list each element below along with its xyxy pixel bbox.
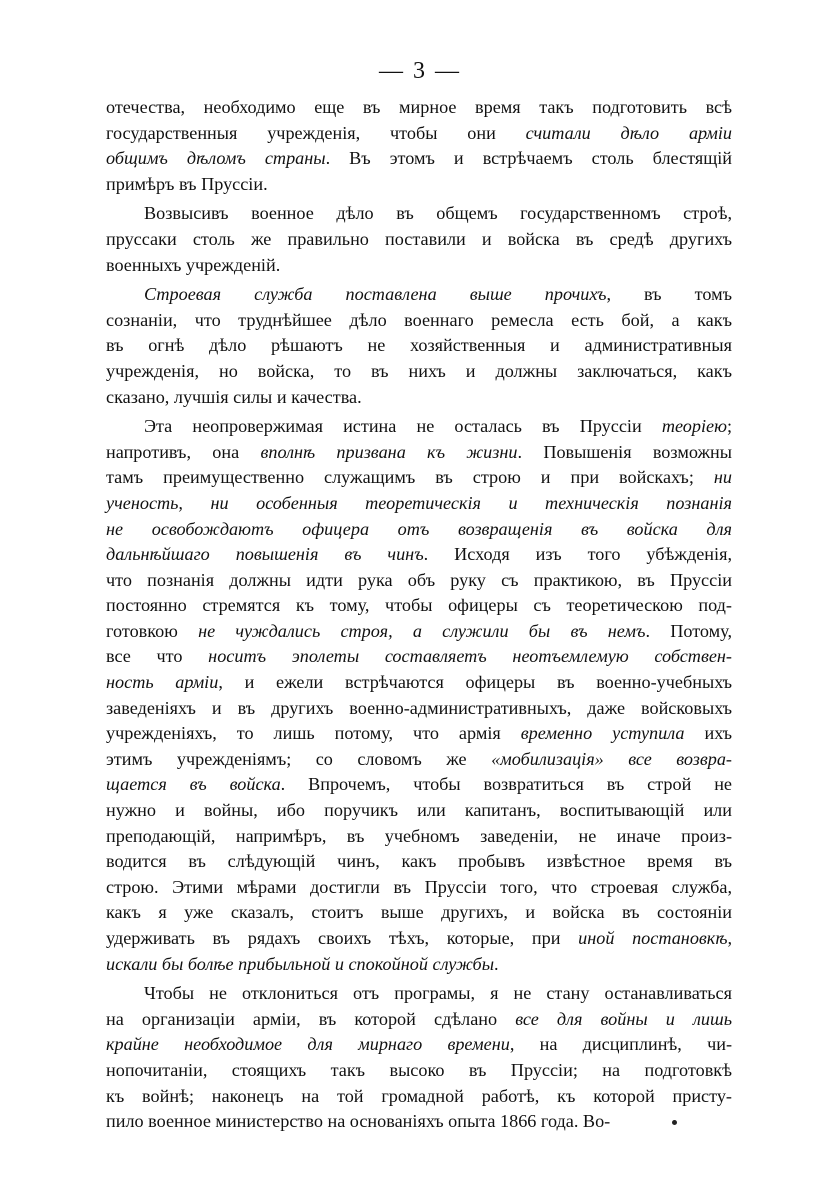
italic-text-run: все для войны и лишь [515,1008,732,1029]
italic-text-run: щается въ войска [106,774,281,795]
text-run: Возвысивъ военное дѣло въ общемъ государственномъ строѣ, [144,203,732,224]
text-run: постоянно стремятся къ тому, чтобы офицеры съ теоретическою под- [106,595,732,616]
text-line [106,308,732,334]
italic-text-run: общимъ дѣломъ страны [106,148,326,169]
text-run: , на дисциплинѣ, чи- [509,1034,733,1055]
text-run: примѣръ въ Пруссіи. [106,173,268,194]
text-line [106,542,732,568]
italic-text-run: «мобилизація» все возвра- [491,748,732,769]
text-run: на организаціи арміи, въ которой сдѣлано [106,1008,516,1029]
text-line [106,1109,732,1135]
text-run: . Повышенія возможны [517,441,732,462]
text-line [106,1032,732,1058]
text-line [106,333,732,359]
text-run: учрежденіяхъ, то лишь потому, что армія [106,723,521,744]
text-run: , въ томъ [606,284,732,305]
text-line [106,824,732,850]
text-run: . Потому, [645,620,732,641]
text-run: Эта неопровержимая истина не осталась въ Пруссіи [144,416,662,437]
text-line [106,900,732,926]
text-run: къ войнѣ; наконецъ на той громадной работѣ, къ которой присту- [106,1085,732,1106]
text-line [106,926,732,952]
italic-text-run: не чуждались строя, а служили бы въ немъ [198,620,646,641]
text-line [106,670,732,696]
text-line [106,201,732,227]
text-line [106,747,732,773]
text-run: водится въ слѣдующій чинъ, какъ пробывъ извѣстное время въ [106,851,732,872]
italic-text-run: дальнѣйшаго повышенія въ чинъ [106,544,424,565]
text-run: ; [726,416,732,437]
italic-text-run: Строевая служба поставлена выше прочихъ [144,284,607,305]
text-line [106,172,732,198]
text-line [106,282,732,308]
text-line [106,1058,732,1084]
text-line [106,1084,732,1110]
italic-text-run: иной постановкѣ, [578,928,732,948]
italic-text-run: искали бы болѣе прибыльной и спокойной службы [106,953,495,974]
text-line [106,696,732,722]
text-run: удерживать въ рядахъ своихъ тѣхъ, которые, при [106,928,579,948]
text-run: что познанія должны идти рука объ руку съ практикою, въ Пруссіи [106,569,732,590]
italic-text-run: ни [713,467,732,488]
text-run: сознаніи, что труднѣйшее дѣло военнаго ремесла есть бой, а какъ [106,309,732,330]
text-run: заведеніяхъ и въ другихъ военно-административныхъ, даже войсковыхъ [106,697,732,718]
italic-text-run: теоріею [661,416,727,437]
text-line [106,1007,732,1033]
italic-text-run: считали дѣло арміи [525,122,732,143]
text-line [106,385,732,411]
italic-text-run: не освобождаютъ офицера отъ возвращенія въ войска для [106,518,732,539]
text-line [106,146,732,172]
text-run: . Впрочемъ, чтобы возвратиться въ строй не [280,774,732,795]
text-line [106,593,732,619]
italic-text-run: ность арміи [106,672,219,693]
text-line [106,121,732,147]
text-line [106,772,732,798]
text-run: сказано, лучшія силы и качества. [106,386,362,407]
text-line [106,568,732,594]
italic-text-run: вполнѣ призвана къ жизни [260,441,518,462]
text-run: , и ежели встрѣчаются офицеры въ военно-учебныхъ [218,672,732,693]
text-line [106,721,732,747]
text-run: военныхъ учрежденій. [106,254,281,275]
ink-speck-mark [672,1120,677,1125]
text-line [106,227,732,253]
italic-text-run: крайне необходимое для мирнаго времени [106,1034,510,1055]
text-run: готовкою [106,620,199,641]
text-run: нопочитаніи, стоящихъ такъ высоко въ Пруссіи; на подготовкѣ [106,1059,732,1080]
text-run: въ огнѣ дѣло рѣшаютъ не хозяйственныя и административныя [106,335,732,356]
text-line [106,491,732,517]
text-line [106,359,732,385]
text-line [106,253,732,279]
text-line [106,95,732,121]
text-run: преподающій, напримѣръ, въ учебномъ заведеніи, не иначе произ- [106,825,732,846]
text-line [106,465,732,491]
text-line [106,644,732,670]
text-run: отечества, необходимо еще въ мирное время такъ подготовить всѣ [106,97,732,117]
text-run: строю. Этими мѣрами достигли въ Пруссіи того, что строевая служба, [106,876,732,897]
text-run: Чтобы не отклониться отъ програмы, я не стану останавливаться [144,983,732,1004]
text-line [106,798,732,824]
italic-text-run: временно уступила [520,723,685,744]
text-run: государственныя учрежденія, чтобы они [106,122,526,143]
text-run: напротивъ, она [106,441,261,462]
body-text [106,95,732,1135]
text-run: нужно и войны, ибо поручикъ или капитанъ, воспитывающій или [106,800,732,821]
text-run: тамъ преимущественно служащимъ въ строю и при войскахъ; [106,467,714,488]
text-line [106,414,732,440]
text-line [106,517,732,543]
text-run: ихъ [684,723,733,744]
text-line [106,875,732,901]
italic-text-run: ученость, ни особенныя теоретическія и техническія познанія [106,492,732,513]
text-line [106,981,732,1007]
text-run: все что [106,646,209,667]
page-number: — 3 — [379,58,461,84]
italic-text-run: носитъ эполеты составляетъ неотъемлемую собствен- [208,646,732,667]
text-run: . Въ этомъ и встрѣчаемъ столь блестящій [325,148,732,169]
text-line [106,952,732,978]
text-line [106,440,732,466]
text-line [106,849,732,875]
text-run: этимъ учрежденіямъ; со словомъ же [106,748,492,769]
text-line [106,619,732,645]
text-run: пило военное министерство на основаніяхъ опыта 1866 года. Во- [106,1111,611,1132]
text-run: пруссаки столь же правильно поставили и войска въ средѣ другихъ [106,228,732,249]
text-run: . [494,953,499,974]
text-run: . Исходя изъ того убѣжденія, [423,544,732,565]
text-run: учрежденія, но войска, то въ нихъ и должны заключаться, какъ [106,360,732,381]
text-run: какъ я уже сказалъ, стоитъ выше другихъ, и войска въ состояніи [106,902,732,923]
